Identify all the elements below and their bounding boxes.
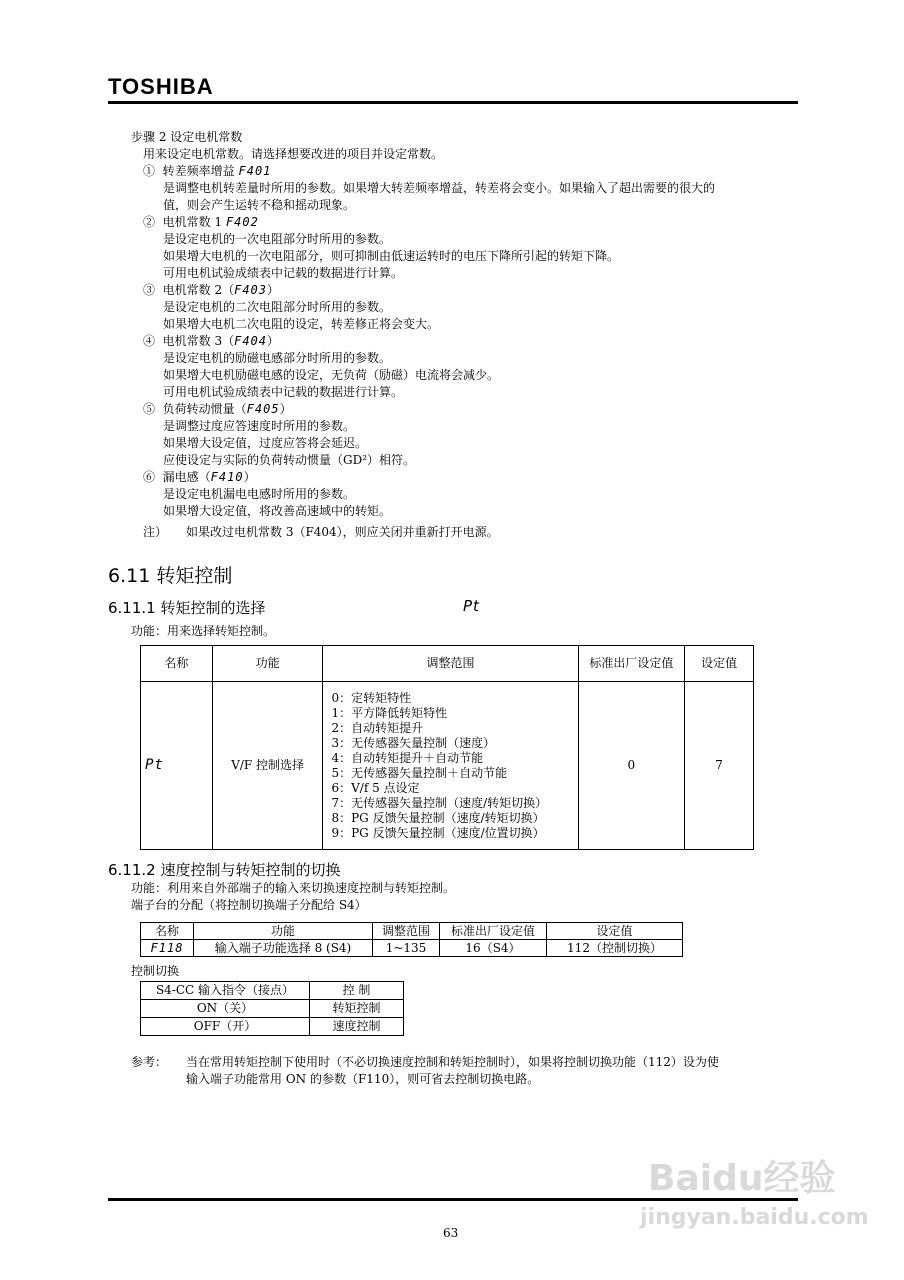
- switch-row-input: OFF（开）: [141, 1018, 310, 1036]
- pt-row-name: Pt: [141, 682, 213, 850]
- switch-table-row: [141, 1000, 404, 1018]
- item-2-heading: ② 电机常数 1 F402: [143, 215, 259, 229]
- pt-row-default: 0: [578, 682, 685, 850]
- pt-option: 6：V/f 5 点设定: [331, 780, 420, 795]
- code-f405: F405: [246, 402, 280, 416]
- item-1-heading: ① 转差频率增益 F401: [143, 164, 272, 178]
- code-f410: F410: [210, 470, 244, 484]
- switch-header-input: S4-CC 输入指令（接点）: [141, 982, 310, 1000]
- item-6-line-1: 是设定电机漏电电感时所用的参数。: [163, 487, 356, 501]
- section-6-11-1-code: Pt: [463, 597, 480, 615]
- pt-option: 9：PG 反馈矢量控制（速度/位置切换）: [331, 825, 545, 840]
- switch-table: [140, 981, 404, 1036]
- pt-header-name: 名称: [141, 646, 213, 682]
- pt-header-function: 功能: [212, 646, 323, 682]
- pt-row-options: [323, 682, 578, 850]
- pt-option: 8：PG 反馈矢量控制（速度/转矩切换）: [331, 810, 545, 825]
- item-5-heading: ⑤ 负荷转动惯量（F405）: [143, 402, 292, 416]
- f118-row-name: F118: [141, 940, 194, 957]
- pt-option: 5：无传感器矢量控制＋自动节能: [331, 765, 508, 780]
- item-5-line-2: 如果增大设定值，过度应答将会延迟。: [163, 436, 368, 450]
- switch-label: 控制切换: [131, 964, 180, 978]
- reference-label: 参考：: [131, 1055, 168, 1069]
- pt-option: 2：自动转矩提升: [331, 720, 424, 735]
- section-6-11-2-assign: 端子台的分配（将控制切换端子分配给 S4）: [131, 898, 367, 912]
- item-2-line-3: 可用电机试验成绩表中记载的数据进行计算。: [163, 266, 404, 280]
- section-6-11-2-title: 6.11.2 速度控制与转矩控制的切换: [108, 861, 341, 879]
- code-f404: F404: [234, 334, 268, 348]
- item-4-heading: ④ 电机常数 3（F404）: [143, 334, 280, 348]
- item-3-heading: ③ 电机常数 2（F403）: [143, 283, 280, 297]
- pt-header-setting: 设定值: [685, 646, 754, 682]
- item-3-line-2: 如果增大电机二次电阻的设定，转差修正将会变大。: [163, 317, 440, 331]
- code-f401: F401: [238, 164, 272, 178]
- step2-intro: 用来设定电机常数。请选择想要改进的项目并设定常数。: [143, 147, 444, 161]
- f118-row-function: 输入端子功能选择 8 (S4): [194, 940, 373, 957]
- f118-row-range: 1~135: [373, 940, 440, 957]
- item-5-line-1: 是调整过度应答速度时所用的参数。: [163, 419, 356, 433]
- pt-option: 1：平方降低转矩特性: [331, 705, 448, 720]
- f118-table-row: [141, 940, 683, 957]
- item-4-line-3: 可用电机试验成绩表中记载的数据进行计算。: [163, 385, 404, 399]
- code-f403: F403: [234, 283, 268, 297]
- pt-option: 0：定转矩特性: [331, 690, 412, 705]
- section-6-11-1-title: 6.11.1 转矩控制的选择: [108, 599, 266, 617]
- code-f402: F402: [225, 215, 259, 229]
- section-6-11-title: 6.11 转矩控制: [108, 565, 233, 587]
- f118-header-default: 标准出厂设定值: [440, 923, 547, 940]
- f118-row-setting: 112（控制切换）: [547, 940, 683, 957]
- item-1-line-1: 是调整电机转差量时所用的参数。如果增大转差频率增益，转差将会变小。如果输入了超出需要的很大的: [163, 181, 716, 195]
- switch-row-input: ON（关）: [141, 1000, 310, 1018]
- f118-header-name: 名称: [141, 923, 194, 940]
- note-label: 注）: [143, 525, 168, 539]
- reference-line-2: 输入端子功能常用 ON 的参数（F110），则可省去控制切换电路。: [186, 1072, 540, 1086]
- item-2-line-2: 如果增大电机的一次电阻部分，则可抑制由低速运转时的电压下降所引起的转矩下降。: [163, 249, 620, 263]
- switch-header-control: 控 制: [310, 982, 404, 1000]
- section-6-11-2-func: 功能：利用来自外部端子的输入来切换速度控制与转矩控制。: [131, 881, 456, 895]
- switch-table-header: [141, 982, 404, 1000]
- section-6-11-1-func: 功能：用来选择转矩控制。: [131, 624, 276, 638]
- switch-table-row: [141, 1018, 404, 1036]
- page-number: 63: [443, 1226, 459, 1240]
- item-2-line-1: 是设定电机的一次电阻部分时所用的参数。: [163, 232, 392, 246]
- pt-header-range: 调整范围: [323, 646, 578, 682]
- reference-line-1: 当在常用转矩控制下使用时（不必切换速度控制和转矩控制时），如果将控制切换功能（112）设为使: [186, 1055, 719, 1069]
- pt-option: 4：自动转矩提升＋自动节能: [331, 750, 484, 765]
- f118-table: [140, 922, 683, 957]
- switch-row-control: 速度控制: [310, 1018, 404, 1036]
- f118-table-header: [141, 923, 683, 940]
- item-3-line-1: 是设定电机的二次电阻部分时所用的参数。: [163, 300, 392, 314]
- f118-row-default: 16（S4）: [440, 940, 547, 957]
- pt-table: [140, 645, 754, 850]
- pt-option: 7：无传感器矢量控制（速度/转矩切换）: [331, 795, 548, 810]
- pt-option: 3：无传感器矢量控制（速度）: [331, 735, 496, 750]
- item-4-line-2: 如果增大电机励磁电感的设定，无负荷（励磁）电流将会减少。: [163, 368, 500, 382]
- pt-table-row: [141, 682, 754, 850]
- watermark-url: jingyan.baidu.com: [640, 1205, 869, 1230]
- pt-header-default: 标准出厂设定值: [578, 646, 685, 682]
- note-text: 如果改过电机常数 3（F404），则应关闭并重新打开电源。: [186, 525, 499, 539]
- pt-row-function: V/F 控制选择: [212, 682, 323, 850]
- switch-row-control: 转矩控制: [310, 1000, 404, 1018]
- pt-row-setting: 7: [685, 682, 754, 850]
- f118-header-range: 调整范围: [373, 923, 440, 940]
- f118-header-setting: 设定值: [547, 923, 683, 940]
- item-5-line-3: 应使设定与实际的负荷转动惯量（GD²）相符。: [163, 453, 416, 467]
- item-6-line-2: 如果增大设定值，将改善高速域中的转矩。: [163, 504, 392, 518]
- step2-title: 步骤 2 设定电机常数: [131, 130, 243, 144]
- item-1-line-2: 值，则会产生运转不稳和摇动现象。: [163, 198, 356, 212]
- pt-table-header: [141, 646, 754, 682]
- toshiba-logo: TOSHIBA: [108, 74, 214, 99]
- item-6-heading: ⑥ 漏电感（F410）: [143, 470, 256, 484]
- header-rule: [108, 101, 798, 104]
- watermark-brand: Baidu经验: [648, 1158, 836, 1199]
- f118-header-function: 功能: [194, 923, 373, 940]
- item-4-line-1: 是设定电机的励磁电感部分时所用的参数。: [163, 351, 392, 365]
